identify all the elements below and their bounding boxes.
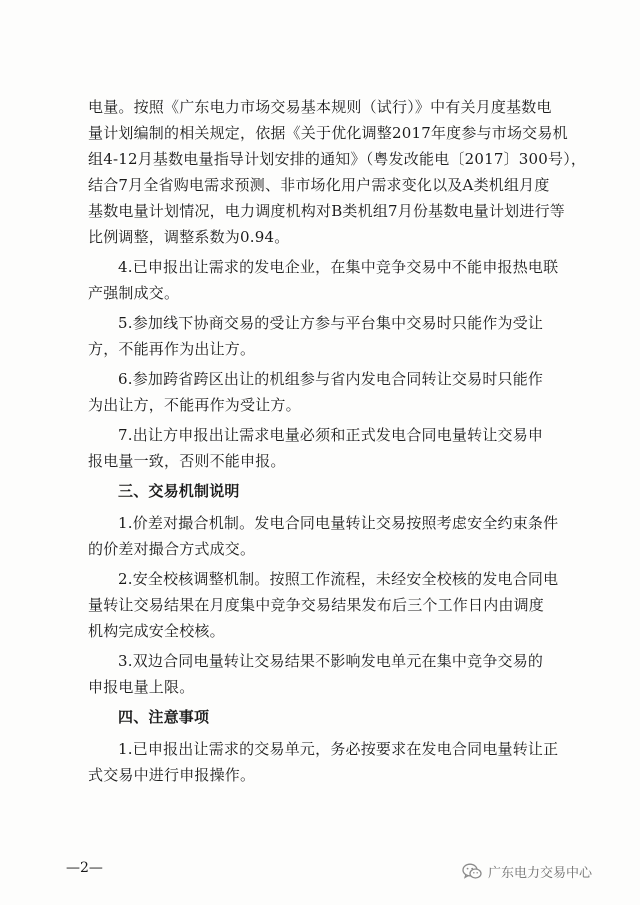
paragraph-line: 3.双边合同电量转让交易结果不影响发电单元在集中竞争交易的 — [118, 652, 544, 670]
paragraph-line: 为出让方，不能再作为受让方。 — [88, 396, 301, 414]
paragraph-line: 比例调整，调整系数为0.94。 — [88, 228, 290, 246]
paragraph-line: 量转让交易结果在月度集中竞争交易结果发布后三个工作日内由调度 — [88, 596, 545, 614]
paragraph-line: 机构完成安全校核。 — [88, 622, 225, 640]
paragraph-line: 结合7月全省购电需求预测、非市场化用户需求变化以及A类机组月度 — [88, 176, 550, 194]
list-item-paragraph — [88, 254, 593, 306]
paragraph-line: 组4-12月基数电量指导计划安排的通知》（粤发改能电〔2017〕300号）， — [88, 150, 587, 168]
paragraph-line: 2.安全校核调整机制。按照工作流程，未经安全校核的发电合同电 — [118, 570, 559, 588]
paragraph-line: 方，不能再作为出让方。 — [88, 340, 256, 358]
paragraph-line: 式交易中进行申报操作。 — [88, 766, 256, 784]
paragraph-line: 1.价差对撮合机制。发电合同电量转让交易按照考虑安全约束条件 — [118, 514, 559, 532]
list-item-paragraph — [88, 310, 593, 362]
list-item-paragraph — [88, 510, 593, 562]
paragraph-line: 报电量一致，否则不能申报。 — [88, 452, 286, 470]
paragraph-line: 产强制成交。 — [88, 284, 180, 302]
section-heading: 四、注意事项 — [118, 708, 210, 726]
list-item-paragraph — [88, 736, 593, 788]
body-paragraph — [88, 94, 593, 250]
paragraph-line: 6.参加跨省跨区出让的机组参与省内发电合同转让交易时只能作 — [118, 370, 544, 388]
document-body — [88, 94, 593, 792]
section-heading: 三、交易机制说明 — [118, 482, 240, 500]
list-item-paragraph — [88, 566, 593, 644]
paragraph-line: 申报电量上限。 — [88, 678, 195, 696]
paragraph-line: 4.已申报出让需求的发电企业，在集中竞争交易中不能申报热电联 — [118, 258, 559, 276]
paragraph-line: 的价差对撮合方式成交。 — [88, 540, 256, 558]
paragraph-line: 5.参加线下协商交易的受让方参与平台集中交易时只能作为受让 — [118, 314, 544, 332]
list-item-paragraph — [88, 648, 593, 700]
list-item-paragraph — [88, 422, 593, 474]
list-item-paragraph — [88, 366, 593, 418]
watermark-text: 广东电力交易中心 — [488, 866, 593, 881]
paragraph-line: 量计划编制的相关规定，依据《关于优化调整2017年度参与市场交易机 — [88, 124, 568, 142]
page-number: —2— — [66, 860, 103, 876]
paragraph-line: 基数电量计划情况，电力调度机构对B类机组7月份基数电量计划进行等 — [88, 202, 565, 220]
wechat-icon — [462, 863, 482, 880]
paragraph-line: 1.已申报出让需求的交易单元，务必按要求在发电合同电量转让正 — [118, 740, 559, 758]
paragraph-line: 7.出让方申报出让需求电量必须和正式发电合同电量转让交易申 — [118, 426, 544, 444]
paragraph-line: 电量。按照《广东电力市场交易基本规则（试行）》中有关月度基数电 — [88, 98, 552, 116]
watermark — [462, 862, 592, 881]
